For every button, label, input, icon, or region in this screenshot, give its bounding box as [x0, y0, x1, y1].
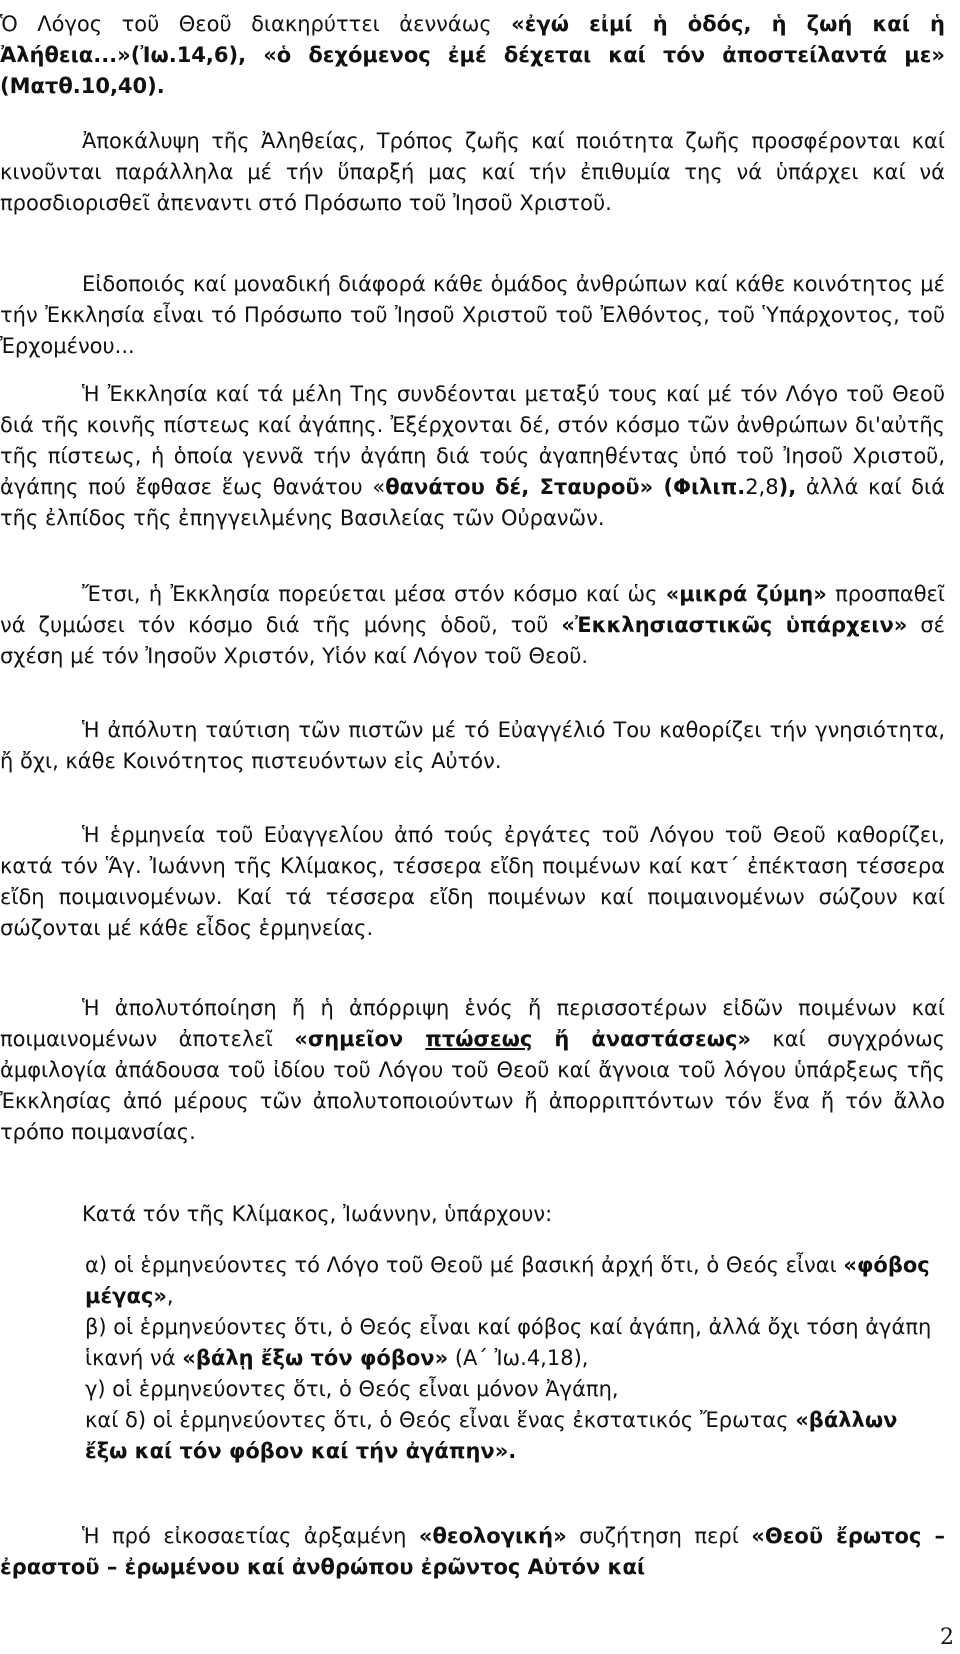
text-run: Κατά τόν τῆς Κλίμακος, Ἰωάννην, ὑπάρχουν:	[82, 1202, 553, 1226]
paragraph-4	[0, 379, 945, 534]
text-run: καί συγχρόνως ἀμφιλογία ἀπάδουσα τοῦ ἰδίου τοῦ Λόγου τοῦ Θεοῦ καί ἄγνοια τοῦ λόγου ὑπάρξεως τῆς Ἐκκλησίας ἀπό μέρους τῶν ἀπολυτοποιούντων ἤ ἀπορριπτόντων τόν ἕνα ἤ τόν ἄλλο τρόπο ποιμανσίας.	[0, 1027, 946, 1144]
interpretation-list	[85, 1250, 945, 1467]
text-run: β) οἱ ἑρμηνεύοντες ὅτι, ὁ Θεός εἶναι καί φόβος καί ἀγάπη, ἀλλά ὄχι τόση ἀγάπη ἱκανή νά	[85, 1315, 932, 1370]
bold-text-run: «Θεοῦ ἔρωτος –ἐραστοῦ – ἐρωμένου καί ἀνθρώπου ἐρῶντος Αὐτόν καί	[0, 1524, 946, 1579]
bold-text-run: «ἐγώ εἰμί ἡ ὁδός, ἡ ζωή καί ἡ Ἀλήθεια...»	[0, 12, 945, 67]
text-run: γ) οἱ ἑρμηνεύοντες ὅτι, ὁ Θεός εἶναι μόνον Ἀγάπη,	[85, 1377, 619, 1401]
text-run: προσπαθεῖ νά ζυμώσει τόν κόσμο διά τῆς μόνης ὁδοῦ, τοῦ	[0, 582, 945, 637]
bold-text-run: «θεολογική»	[418, 1524, 567, 1548]
bold-text-run: (Ἰω.14,6), «ὁ δεχόμενος ἐμέ δέχεται καί τόν ἀποστείλαντά με» (Ματθ.10,40).	[0, 43, 945, 98]
paragraph-3	[0, 269, 945, 362]
bold-text-run: «βάλλων ἔξω καί τόν φόβον καί τήν ἀγάπην».	[85, 1408, 898, 1463]
bold-text-run: «βάλῃ ἔξω τόν φόβον»	[182, 1346, 449, 1370]
bold-text-run: θανάτου δέ, Σταυροῦ» (Φιλιπ.	[385, 475, 746, 499]
text-run: ,	[166, 1284, 174, 1308]
text-run: Ἡ ἑρμηνεία τοῦ Εὐαγγελίου ἀπό τούς ἐργάτες τοῦ Λόγου τοῦ Θεοῦ καθορίζει, κατά τόν Ἅγ. Ἰωάννη τῆς Κλίμακος, τέσσερα εἴδη ποιμένων καί κατ΄ ἐπέκταση τέσσερα εἴδη ποιμαινομένων. Καί τά τέσσερα εἴδη ποιμένων καί ποιμαινομένων σώζουν καί σώζονται μέ κάθε εἶδος ἑρμηνείας.	[0, 823, 945, 940]
page-number: 2	[940, 1625, 954, 1650]
text-run: Ἀποκάλυψη τῆς Ἀληθείας, Τρόπος ζωῆς καί ποιότητα ζωῆς προσφέρονται καί κινοῦνται παράλληλα μέ τήν ὕπαρξή μας καί τήν ἐπιθυμία της νά ὑπάρχει καί νά προσδιορισθεῖ ἀπεναντι στό Πρόσωπο τοῦ Ἰησοῦ Χριστοῦ.	[0, 129, 945, 215]
text-run: Ἡ Ἐκκλησία καί τά μέλη Της συνδέονται μεταξύ τους καί μέ τόν Λόγο τοῦ Θεοῦ διά τῆς κοινῆς πίστεως καί ἀγάπης. Ἐξέρχονται δέ, στόν κόσμο τῶν ἀνθρώπων δι'αὐτῆς τῆς πίστεως, ἡ ὁποία γεννᾶ τήν ἀγάπη διά τούς ἀγαπηθέντας ὑπό τοῦ Ἰησοῦ Χριστοῦ, ἀγάπης πού ἔφθασε ἕως θανάτου «	[0, 382, 945, 499]
list-item	[85, 1312, 945, 1374]
paragraph-5	[0, 579, 945, 672]
bold-text-run: «σημεῖον	[294, 1027, 426, 1051]
text-run: α) οἱ ἑρμηνεύοντες τό Λόγο τοῦ Θεοῦ μέ βασική ἀρχή ὅτι, ὁ Θεός εἶναι	[85, 1253, 844, 1277]
paragraph-9	[0, 1199, 945, 1230]
text-run: Ἔτσι, ἡ Ἐκκλησία πορεύεται μέσα στόν κόσμο καί ὡς	[82, 582, 666, 606]
text-run: σέ σχέση μέ τόν Ἰησοῦν Χριστόν, Υἱόν καί Λόγον τοῦ Θεοῦ.	[0, 613, 945, 668]
paragraph-2	[0, 126, 945, 219]
bold-text-run: ),	[778, 475, 797, 499]
text-run: Ἡ ἀπολυτόποίηση ἤ ἡ ἀπόρριψη ἑνός ἤ περισσοτέρων εἰδῶν ποιμένων καί ποιμαινομένων ἀποτελεῖ	[0, 996, 945, 1051]
text-run: Εἰδοποιός καί μοναδική διάφορά κάθε ὁμάδος ἀνθρώπων καί κάθε κοινότητος μέ τήν Ἐκκλησία εἶναι τό Πρόσωπο τοῦ Ἰησοῦ Χριστοῦ τοῦ Ἐλθόντος, τοῦ Ὑπάρχοντος, τοῦ Ἐρχομένου...	[0, 272, 945, 358]
bold-text-run: πτώσεως	[425, 1027, 533, 1051]
bold-text-run: ἤ ἀναστάσεως»	[532, 1027, 752, 1051]
paragraph-8	[0, 993, 945, 1148]
text-run: (Α΄ Ἰω.4,18),	[448, 1346, 589, 1370]
text-run: καί δ) οἱ ἑρμηνεύοντες ὅτι, ὁ Θεός εἶναι ἕνας ἐκστατικός Ἔρωτας	[85, 1408, 796, 1432]
list-item	[85, 1374, 945, 1405]
paragraph-1	[0, 9, 945, 102]
text-run: Ἡ πρό εἰκοσαετίας ἀρξαμένη	[82, 1524, 419, 1548]
text-run: 2,8	[745, 475, 779, 499]
paragraph-6	[0, 715, 945, 777]
paragraph-7	[0, 820, 945, 944]
text-run: συζήτηση περί	[566, 1524, 752, 1548]
paragraph-10	[0, 1521, 945, 1583]
text-run: Ἡ ἀπόλυτη ταύτιση τῶν πιστῶν μέ τό Εὐαγγέλιό Του καθορίζει τήν γνησιότητα, ἤ ὄχι, κάθε Κοινότητος πιστευόντων εἰς Αὐτόν.	[0, 718, 945, 773]
bold-text-run: «Ἐκκλησιαστικῶς ὑπάρχειν»	[561, 613, 908, 637]
text-run: ἀλλά καί διά τῆς ἐλπίδος τῆς ἐπηγγειλμένης Βασιλείας τῶν Οὐρανῶν.	[0, 475, 945, 530]
list-item	[85, 1250, 945, 1312]
text-run: Ὁ Λόγος τοῦ Θεοῦ διακηρύττει ἀεννάως	[0, 12, 512, 36]
bold-text-run: «μικρά ζύμη»	[665, 582, 827, 606]
list-item	[85, 1405, 945, 1467]
bold-text-run: «φόβος μέγας»	[85, 1253, 930, 1308]
